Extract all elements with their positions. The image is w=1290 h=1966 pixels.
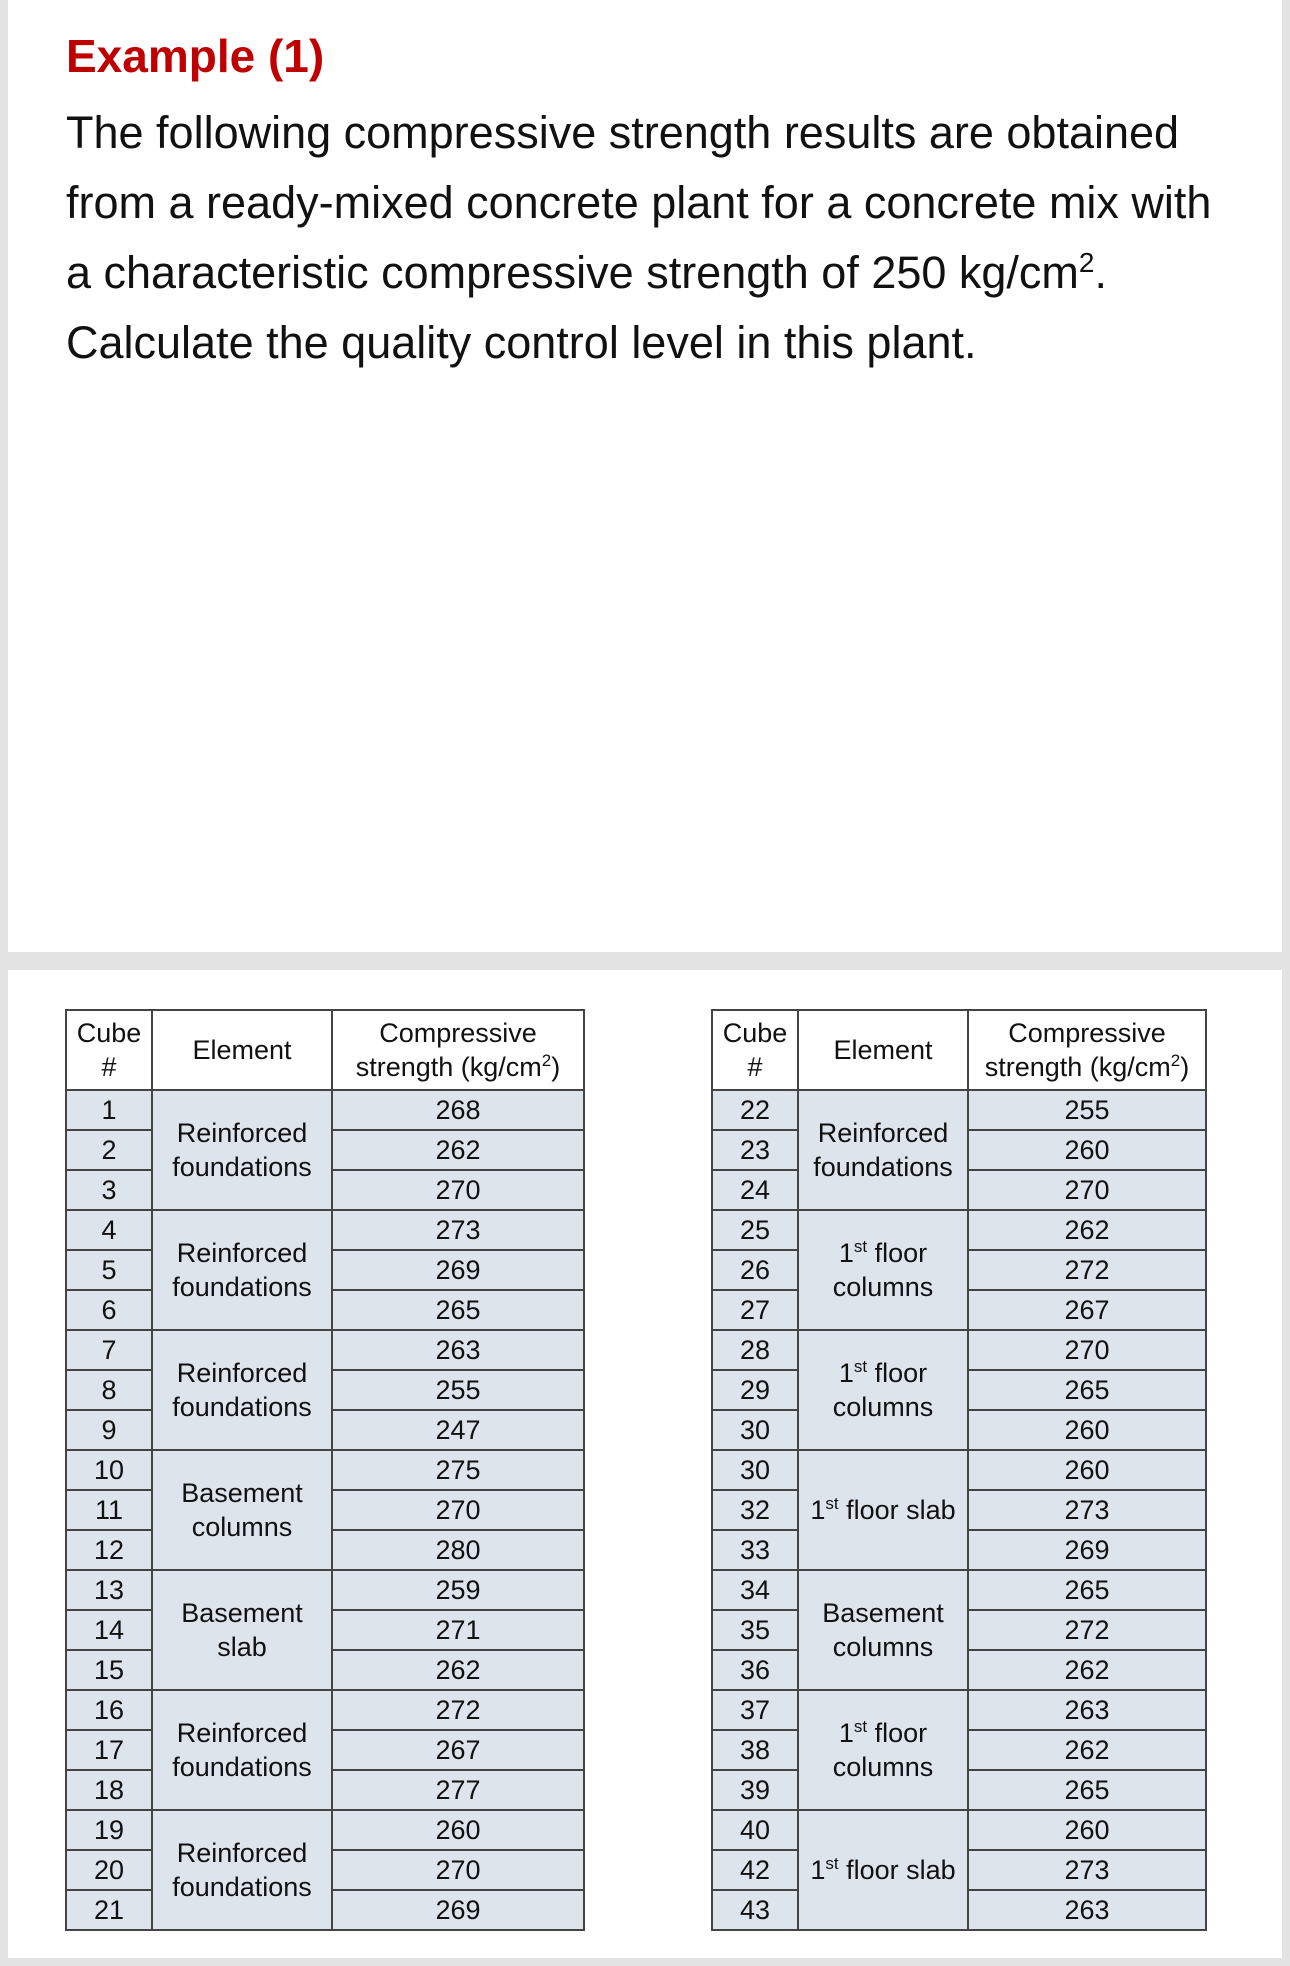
strength-value-cell: 255 bbox=[332, 1370, 584, 1410]
strength-value-cell: 277 bbox=[332, 1770, 584, 1810]
strength-value-cell: 263 bbox=[968, 1890, 1206, 1930]
element-cell bbox=[798, 1210, 968, 1330]
element-cell: Basement columns bbox=[152, 1450, 332, 1570]
cube-number-cell: 8 bbox=[66, 1370, 152, 1410]
table-row bbox=[712, 1450, 1206, 1490]
strength-value-cell: 272 bbox=[968, 1610, 1206, 1650]
strength-value-cell: 270 bbox=[968, 1330, 1206, 1370]
table-row bbox=[66, 1450, 584, 1490]
element-cell: Reinforced foundations bbox=[152, 1690, 332, 1810]
table-row bbox=[712, 1810, 1206, 1850]
cube-number-cell: 3 bbox=[66, 1170, 152, 1210]
header-element: Element bbox=[152, 1010, 332, 1090]
table-row bbox=[66, 1330, 584, 1370]
element-cell bbox=[798, 1450, 968, 1570]
strength-table-left bbox=[65, 1009, 585, 1931]
cube-number-cell: 22 bbox=[712, 1090, 798, 1130]
strength-value-cell: 260 bbox=[968, 1410, 1206, 1450]
cube-number-cell: 10 bbox=[66, 1450, 152, 1490]
element-cell: Reinforced foundations bbox=[152, 1210, 332, 1330]
element-name: floor columns bbox=[832, 1358, 934, 1422]
element-name: floor slab bbox=[838, 1855, 956, 1885]
problem-text-part1: The following compressive strength results are obtained from a ready-mixed concrete plant for a concrete mix with a characteristic compressive strength of 250 kg/cm bbox=[66, 107, 1212, 298]
cube-number-cell: 15 bbox=[66, 1650, 152, 1690]
cube-number-cell: 13 bbox=[66, 1570, 152, 1610]
cube-number-cell: 14 bbox=[66, 1610, 152, 1650]
element-cell: Basement slab bbox=[152, 1570, 332, 1690]
element-floor-number: 1 bbox=[838, 1358, 854, 1388]
strength-value-cell: 262 bbox=[968, 1210, 1206, 1250]
element-floor-number: 1 bbox=[838, 1238, 854, 1268]
cube-number-cell: 9 bbox=[66, 1410, 152, 1450]
header-element: Element bbox=[798, 1010, 968, 1090]
problem-text-part2: . Calculate the quality control level in this plant. bbox=[66, 247, 1108, 368]
element-floor-number: 1 bbox=[810, 1495, 826, 1525]
element-ordinal-suffix: st bbox=[853, 1237, 868, 1256]
table-row bbox=[712, 1330, 1206, 1370]
strength-value-cell: 265 bbox=[968, 1570, 1206, 1610]
example-title: Example (1) bbox=[66, 30, 325, 82]
cube-number-cell: 5 bbox=[66, 1250, 152, 1290]
cube-number-cell: 38 bbox=[712, 1730, 798, 1770]
element-ordinal-suffix: st bbox=[825, 1494, 839, 1513]
header-strength-text: Compressive strength (kg/cm bbox=[984, 1018, 1171, 1082]
element-ordinal-suffix: st bbox=[853, 1717, 868, 1736]
cube-number-cell: 20 bbox=[66, 1850, 152, 1890]
cube-number-cell: 32 bbox=[712, 1490, 798, 1530]
header-compressive-strength bbox=[332, 1010, 584, 1090]
element-cell: Reinforced foundations bbox=[152, 1330, 332, 1450]
element-ordinal-suffix: st bbox=[853, 1357, 868, 1376]
strength-value-cell: 262 bbox=[968, 1650, 1206, 1690]
cube-number-cell: 11 bbox=[66, 1490, 152, 1530]
table-row bbox=[712, 1210, 1206, 1250]
strength-value-cell: 268 bbox=[332, 1090, 584, 1130]
table-row bbox=[66, 1090, 584, 1130]
strength-value-cell: 262 bbox=[968, 1730, 1206, 1770]
strength-value-cell: 262 bbox=[332, 1130, 584, 1170]
header-strength-close: ) bbox=[1180, 1052, 1190, 1082]
cube-number-cell: 29 bbox=[712, 1370, 798, 1410]
cube-number-cell: 1 bbox=[66, 1090, 152, 1130]
element-ordinal-suffix: st bbox=[825, 1854, 839, 1873]
table-row bbox=[712, 1090, 1206, 1130]
cube-number-cell: 37 bbox=[712, 1690, 798, 1730]
cube-number-cell: 4 bbox=[66, 1210, 152, 1250]
strength-value-cell: 280 bbox=[332, 1530, 584, 1570]
cube-number-cell: 30 bbox=[712, 1450, 798, 1490]
header-strength-superscript: 2 bbox=[1170, 1051, 1181, 1070]
cube-number-cell: 33 bbox=[712, 1530, 798, 1570]
cube-number-cell: 39 bbox=[712, 1770, 798, 1810]
element-name: floor slab bbox=[838, 1495, 956, 1525]
strength-value-cell: 267 bbox=[968, 1290, 1206, 1330]
strength-value-cell: 255 bbox=[968, 1090, 1206, 1130]
cube-number-cell: 43 bbox=[712, 1890, 798, 1930]
cube-number-cell: 21 bbox=[66, 1890, 152, 1930]
element-floor-number: 1 bbox=[838, 1718, 854, 1748]
element-cell: Reinforced foundations bbox=[152, 1810, 332, 1930]
header-strength-superscript: 2 bbox=[541, 1051, 552, 1070]
problem-statement bbox=[66, 98, 1226, 378]
cube-number-cell: 35 bbox=[712, 1610, 798, 1650]
cube-number-cell: 6 bbox=[66, 1290, 152, 1330]
table-row bbox=[66, 1210, 584, 1250]
strength-value-cell: 260 bbox=[968, 1810, 1206, 1850]
problem-text-superscript: 2 bbox=[1078, 247, 1095, 278]
cube-number-cell: 12 bbox=[66, 1530, 152, 1570]
strength-value-cell: 260 bbox=[968, 1450, 1206, 1490]
strength-value-cell: 270 bbox=[332, 1170, 584, 1210]
strength-table-right bbox=[711, 1009, 1207, 1931]
header-compressive-strength bbox=[968, 1010, 1206, 1090]
header-cube-number: Cube # bbox=[66, 1010, 152, 1090]
cube-number-cell: 40 bbox=[712, 1810, 798, 1850]
cube-number-cell: 26 bbox=[712, 1250, 798, 1290]
header-strength-text: Compressive strength (kg/cm bbox=[355, 1018, 542, 1082]
strength-value-cell: 270 bbox=[332, 1490, 584, 1530]
table-row bbox=[66, 1690, 584, 1730]
cube-number-cell: 19 bbox=[66, 1810, 152, 1850]
cube-number-cell: 23 bbox=[712, 1130, 798, 1170]
cube-number-cell: 28 bbox=[712, 1330, 798, 1370]
cube-number-cell: 18 bbox=[66, 1770, 152, 1810]
strength-value-cell: 270 bbox=[968, 1170, 1206, 1210]
strength-value-cell: 265 bbox=[332, 1290, 584, 1330]
cube-number-cell: 36 bbox=[712, 1650, 798, 1690]
table-row bbox=[712, 1690, 1206, 1730]
table-row bbox=[66, 1570, 584, 1610]
strength-value-cell: 263 bbox=[332, 1330, 584, 1370]
cube-number-cell: 27 bbox=[712, 1290, 798, 1330]
element-floor-number: 1 bbox=[810, 1855, 826, 1885]
strength-value-cell: 272 bbox=[968, 1250, 1206, 1290]
strength-value-cell: 275 bbox=[332, 1450, 584, 1490]
cube-number-cell: 16 bbox=[66, 1690, 152, 1730]
strength-value-cell: 260 bbox=[968, 1130, 1206, 1170]
strength-value-cell: 273 bbox=[332, 1210, 584, 1250]
table-header-row bbox=[712, 1010, 1206, 1090]
element-cell: Reinforced foundations bbox=[152, 1090, 332, 1210]
cube-number-cell: 2 bbox=[66, 1130, 152, 1170]
element-cell: Reinforced foundations bbox=[798, 1090, 968, 1210]
strength-value-cell: 265 bbox=[968, 1370, 1206, 1410]
cube-number-cell: 7 bbox=[66, 1330, 152, 1370]
element-cell bbox=[798, 1810, 968, 1930]
strength-value-cell: 263 bbox=[968, 1690, 1206, 1730]
slide-example-problem bbox=[8, 0, 1282, 952]
element-cell bbox=[798, 1690, 968, 1810]
table-row bbox=[66, 1810, 584, 1850]
cube-number-cell: 24 bbox=[712, 1170, 798, 1210]
element-cell: Basement columns bbox=[798, 1570, 968, 1690]
element-cell bbox=[798, 1330, 968, 1450]
strength-value-cell: 269 bbox=[968, 1530, 1206, 1570]
table-row bbox=[712, 1570, 1206, 1610]
strength-value-cell: 267 bbox=[332, 1730, 584, 1770]
element-name: floor columns bbox=[832, 1718, 934, 1782]
strength-value-cell: 259 bbox=[332, 1570, 584, 1610]
strength-value-cell: 262 bbox=[332, 1650, 584, 1690]
cube-number-cell: 17 bbox=[66, 1730, 152, 1770]
strength-value-cell: 271 bbox=[332, 1610, 584, 1650]
strength-value-cell: 247 bbox=[332, 1410, 584, 1450]
strength-value-cell: 265 bbox=[968, 1770, 1206, 1810]
cube-number-cell: 34 bbox=[712, 1570, 798, 1610]
strength-value-cell: 269 bbox=[332, 1890, 584, 1930]
strength-value-cell: 273 bbox=[968, 1850, 1206, 1890]
header-cube-number: Cube # bbox=[712, 1010, 798, 1090]
strength-value-cell: 270 bbox=[332, 1850, 584, 1890]
strength-value-cell: 269 bbox=[332, 1250, 584, 1290]
strength-value-cell: 260 bbox=[332, 1810, 584, 1850]
strength-value-cell: 272 bbox=[332, 1690, 584, 1730]
header-strength-close: ) bbox=[551, 1052, 561, 1082]
strength-value-cell: 273 bbox=[968, 1490, 1206, 1530]
element-name: floor columns bbox=[832, 1238, 934, 1302]
slide-data-tables bbox=[8, 970, 1282, 1958]
table-header-row bbox=[66, 1010, 584, 1090]
cube-number-cell: 25 bbox=[712, 1210, 798, 1250]
cube-number-cell: 42 bbox=[712, 1850, 798, 1890]
cube-number-cell: 30 bbox=[712, 1410, 798, 1450]
